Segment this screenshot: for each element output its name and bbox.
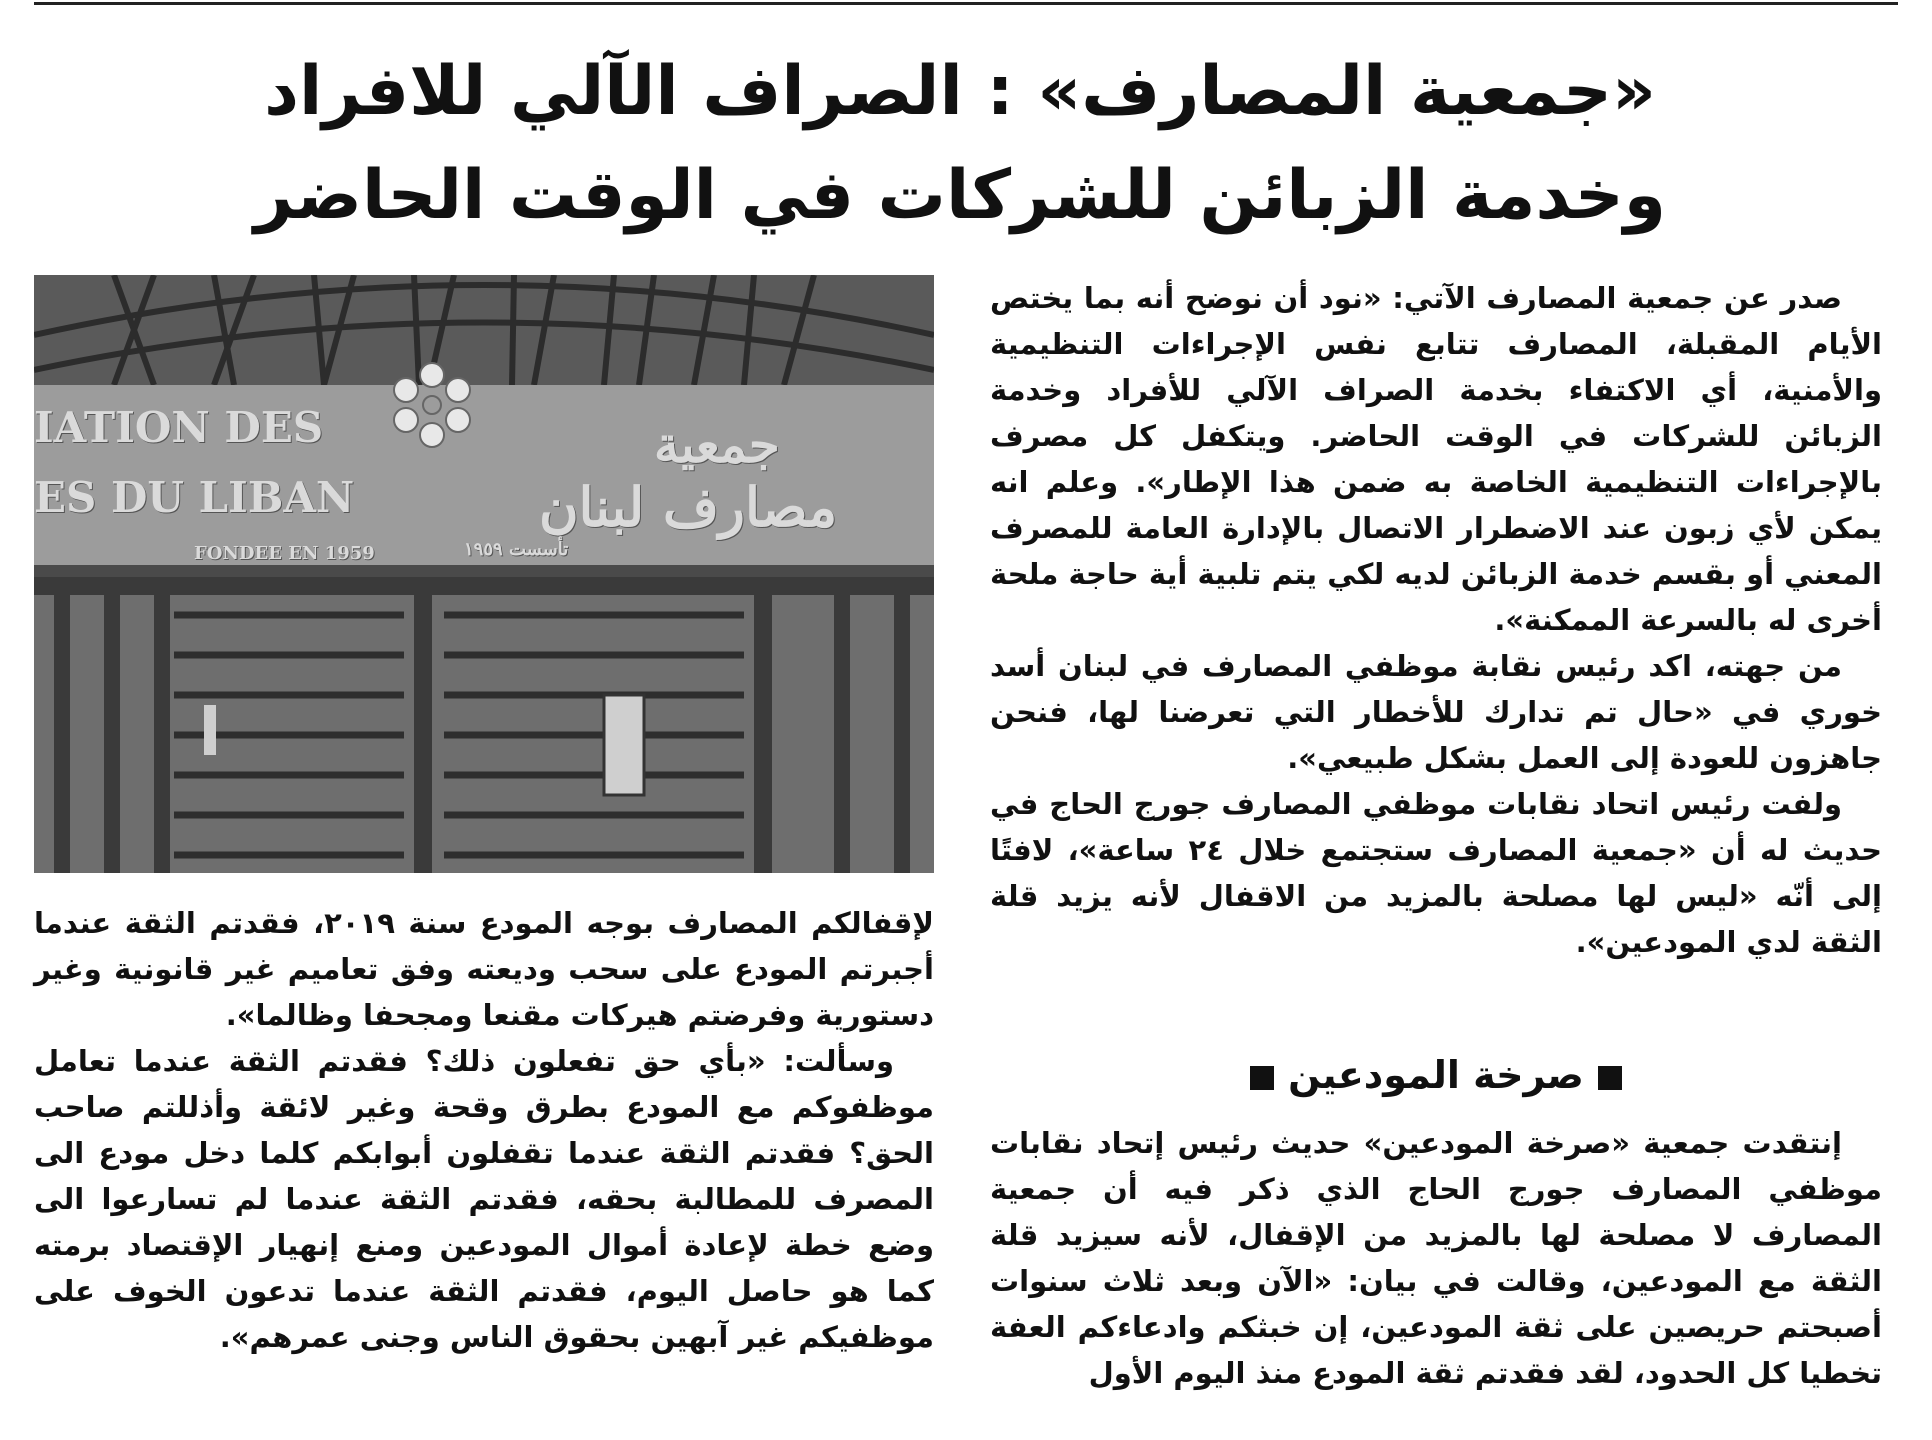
headline-line-1: «جمعية المصارف» : الصراف الآلي للافراد	[264, 52, 1656, 131]
article-headline	[40, 40, 1880, 248]
right-paragraph-2: من جهته، اكد رئيس نقابة موظفي المصارف في لبنان أسد خوري في «حال تم تدارك للأخطار التي تعرضنا لها، فنحن جاهزون للعودة إلى العمل بشكل طبيعي».	[990, 649, 1882, 775]
sign-arabic-line-1: جمعية	[654, 415, 780, 474]
sign-founded-label: FONDEE EN 1959	[194, 543, 375, 564]
right-paragraph-1: صدر عن جمعية المصارف الآتي: «نود أن نوضح أنه بما يختص الأيام المقبلة، المصارف تتابع نفس الإجراءات التنظيمية والأمنية، أي الاكتفاء بخدمة الصراف الآلي للأفراد وخدمة الزبائن للشركات في الوقت الحاضر. ويتكفل كل مصرف بالإجراءات التنظيمية الخاصة به ضمن هذا الإطار». وعلم انه يمكن لأي زبون عند الاضطرار الاتصال بالإدارة العامة للمصرف المعني أو بقسم خدمة الزبائن لديه لكي يتم تلبية أية حاجة ملحة أخرى له بالسرعة الممكنة».	[990, 281, 1882, 637]
sign-french-line-2: ES DU LIBAN	[34, 473, 355, 522]
left-column	[34, 900, 934, 1360]
top-rule	[34, 2, 1898, 5]
sign-founded-arabic: تأسست ١٩٥٩	[464, 539, 569, 560]
square-bullet-icon	[1598, 1066, 1622, 1090]
left-paragraph-1: لإقفالكم المصارف بوجه المودع سنة ٢٠١٩، فقدتم الثقة عندما أجبرتم المودع على سحب وديعته وفق تعاميم غير قانونية وغير دستورية وفرضتم هيركات مقنعا ومجحفا وظالما».	[34, 906, 934, 1032]
subheading-text: صرخة المودعين	[1288, 1053, 1584, 1097]
sign-french-line-1: IATION DES	[34, 403, 324, 452]
sign-arabic-line-2: مصارف لبنان	[539, 475, 838, 539]
headline-line-2: وخدمة الزبائن للشركات في الوقت الحاضر	[253, 156, 1667, 235]
bank-association-photo	[34, 275, 934, 873]
right-paragraph-3: ولفت رئيس اتحاد نقابات موظفي المصارف جورج الحاج في حديث له أن «جمعية المصارف ستجتمع خلال ٢٤ ساعة»، لافتًا إلى أنّه «ليس لها مصلحة بالمزيد من الاقفال لأنه يزيد قلة الثقة لدي المودعين».	[990, 787, 1883, 959]
square-bullet-icon	[1250, 1066, 1274, 1090]
right-bottom-paragraph-1: إنتقدت جمعية «صرخة المودعين» حديث رئيس إتحاد نقابات موظفي المصارف جورج الحاج الذي ذكر فيه أن جمعية المصارف لا مصلحة لها بالمزيد من الإقفال، لأنه سيزيد قلة الثقة مع المودعين، وقالت في بيان: «الآن وبعد ثلاث سنوات أصبحتم حريصين على ثقة المودعين، إن خبثكم وادعاءكم العفة تخطيا كل الحدود، لقد فقدتم ثقة المودع منذ اليوم الأول	[990, 1126, 1882, 1390]
photo-illustration	[34, 275, 934, 873]
right-column-bottom	[990, 1120, 1882, 1396]
right-column-top	[990, 275, 1882, 965]
left-paragraph-2: وسألت: «بأي حق تفعلون ذلك؟ فقدتم الثقة عندما تعامل موظفوكم مع المودع بطرق وقحة وغير لائقة وأذللتم صاحب الحق؟ فقدتم الثقة عندما تقفلون أبوابكم كلما دخل مودع الى المصرف للمطالبة بحقه، فقدتم الثقة عندما لم تسارعوا الى وضع خطة لإعادة أموال المودعين ومنع إنهيار الإقتصاد برمته كما هو حاصل اليوم، فقدتم الثقة عندما تدعون الخوف على موظفيكم غير آبهين بحقوق الناس وجنى عمرهم».	[34, 1044, 934, 1354]
section-subheading	[990, 1045, 1882, 1105]
